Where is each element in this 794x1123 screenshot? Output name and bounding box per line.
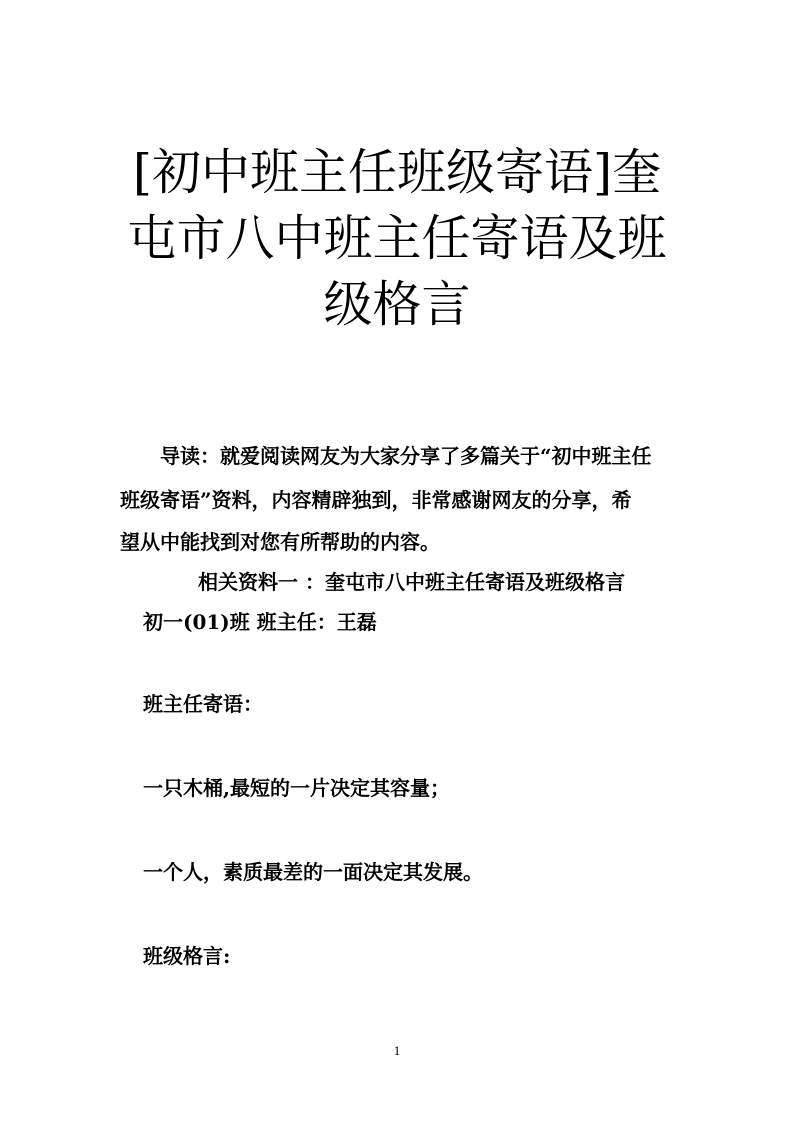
title-line-3: 级格言	[323, 276, 471, 333]
class-motto-label: 班级格言:	[143, 944, 231, 968]
section-heading: 相关资料一 ：奎屯市八中班主任寄语及班级格言	[198, 570, 625, 594]
class-info: 初一(01)班 班主任：王磊	[143, 610, 377, 634]
document-title	[90, 140, 704, 338]
intro-line-2: 班级寄语”资料，内容精辟独到，非常感谢网友的分享，希	[120, 488, 632, 512]
teacher-message-line-2: 一个人，素质最差的一面决定其发展。	[143, 860, 483, 884]
intro-line-3: 望从中能找到对您有所帮助的内容。	[120, 530, 440, 554]
teacher-message-line-1: 一只木桶,最短的一片决定其容量；	[143, 776, 450, 800]
page-number: 1	[393, 1043, 401, 1058]
title-line-2: 屯市八中班主任寄语及班	[127, 210, 667, 267]
title-line-1: [初中班主任班级寄语]奎	[132, 144, 662, 201]
intro-line-1: 导读：就爱阅读网友为大家分享了多篇关于“初中班主任	[160, 444, 652, 468]
teacher-message-label: 班主任寄语：	[143, 692, 263, 716]
